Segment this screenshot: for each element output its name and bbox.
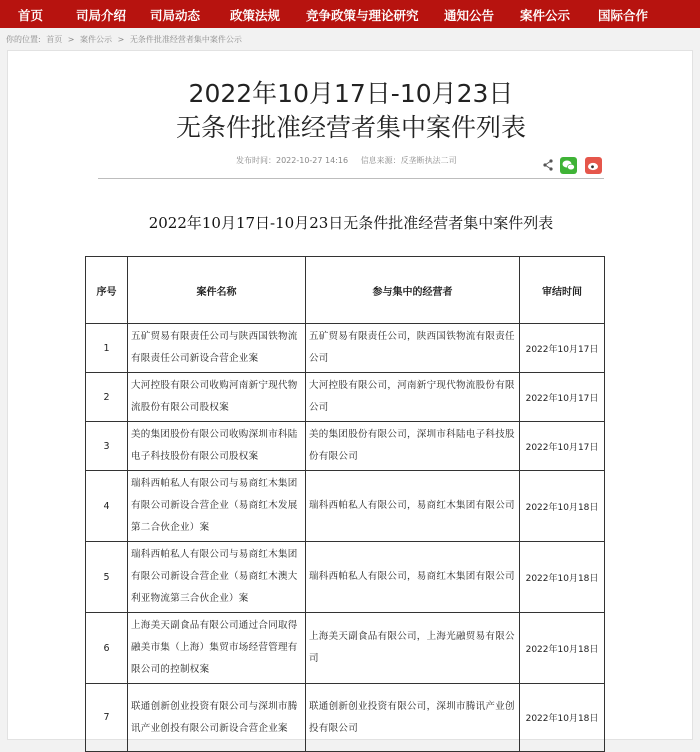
row-parties: 大河控股有限公司，河南新宁现代物流股份有限公司 <box>306 373 520 422</box>
row-case-name: 瑞科西帕私人有限公司与易商红木集团有限公司新设合营企业（易商红木澳大利亚物流第三合伙企业）案 <box>128 542 306 613</box>
row-no: 3 <box>86 422 128 471</box>
table-row <box>86 422 605 471</box>
row-parties: 五矿贸易有限责任公司，陕西国铁物流有限责任公司 <box>306 324 520 373</box>
row-no: 1 <box>86 324 128 373</box>
row-case-name: 瑞科西帕私人有限公司与易商红木集团有限公司新设合营企业（易商红木发展第二合伙企业）案 <box>128 471 306 542</box>
header-date: 审结时间 <box>520 257 605 324</box>
row-parties: 瑞科西帕私人有限公司，易商红木集团有限公司 <box>306 471 520 542</box>
breadcrumb-sep: > <box>67 35 75 44</box>
nav-international[interactable]: 国际合作 <box>598 8 649 23</box>
table-header-row <box>86 257 605 324</box>
article-panel <box>7 50 693 740</box>
cases-table <box>85 256 605 752</box>
table-row <box>86 471 605 542</box>
row-no: 4 <box>86 471 128 542</box>
table-row <box>86 684 605 752</box>
breadcrumb-prefix: 你的位置: <box>6 35 41 44</box>
row-no: 7 <box>86 684 128 752</box>
row-date: 2022年10月18日 <box>520 684 605 752</box>
header-parties: 参与集中的经营者 <box>306 257 520 324</box>
page-title-line2: 无条件批准经营者集中案件列表 <box>175 113 526 142</box>
nav-home[interactable]: 首页 <box>18 8 44 23</box>
breadcrumb <box>6 34 245 45</box>
row-parties: 上海美天副食品有限公司，上海光融贸易有限公司 <box>306 613 520 684</box>
row-parties: 瑞科西帕私人有限公司，易商红木集团有限公司 <box>306 542 520 613</box>
row-date: 2022年10月18日 <box>520 471 605 542</box>
page-title-line1: 2022年10月17日-10月23日 <box>188 79 514 108</box>
weibo-icon[interactable] <box>585 157 602 174</box>
row-no: 5 <box>86 542 128 613</box>
table-row <box>86 324 605 373</box>
info-source: 信息来源：反垄断执法二司 <box>360 156 457 165</box>
nav-policy[interactable]: 政策法规 <box>230 8 281 23</box>
row-case-name: 大河控股有限公司收购河南新宁现代物流股份有限公司股权案 <box>128 373 306 422</box>
nav-cases[interactable]: 案件公示 <box>520 8 571 23</box>
row-no: 2 <box>86 373 128 422</box>
row-case-name: 上海美天副食品有限公司通过合同取得融美市集（上海）集贸市场经营管理有限公司的控制权案 <box>128 613 306 684</box>
breadcrumb-sep: > <box>117 35 125 44</box>
row-date: 2022年10月18日 <box>520 613 605 684</box>
row-parties: 联通创新创业投资有限公司，深圳市腾讯产业创投有限公司 <box>306 684 520 752</box>
row-date: 2022年10月17日 <box>520 373 605 422</box>
row-date: 2022年10月17日 <box>520 422 605 471</box>
row-date: 2022年10月18日 <box>520 542 605 613</box>
row-date: 2022年10月17日 <box>520 324 605 373</box>
top-nav <box>0 0 700 28</box>
breadcrumb-current[interactable]: 无条件批准经营者集中案件公示 <box>129 35 242 44</box>
header-case-name: 案件名称 <box>128 257 306 324</box>
publish-time: 发布时间：2022-10-27 14:16 <box>236 156 349 165</box>
article-meta <box>236 155 467 166</box>
header-no: 序号 <box>86 257 128 324</box>
nav-news[interactable]: 司局动态 <box>150 8 201 23</box>
row-parties: 美的集团股份有限公司，深圳市科陆电子科技股份有限公司 <box>306 422 520 471</box>
table-row <box>86 613 605 684</box>
share-icon[interactable] <box>543 159 553 171</box>
row-case-name: 美的集团股份有限公司收购深圳市科陆电子科技股份有限公司股权案 <box>128 422 306 471</box>
nav-research[interactable]: 竞争政策与理论研究 <box>306 8 419 23</box>
table-row <box>86 373 605 422</box>
row-case-name: 联通创新创业投资有限公司与深圳市腾讯产业创投有限公司新设合营企业案 <box>128 684 306 752</box>
nav-notices[interactable]: 通知公告 <box>444 8 495 23</box>
title-divider <box>98 178 604 179</box>
row-no: 6 <box>86 613 128 684</box>
wechat-icon[interactable] <box>560 157 577 174</box>
table-row <box>86 542 605 613</box>
table-title: 2022年10月17日-10月23日无条件批准经营者集中案件列表 <box>148 214 554 232</box>
nav-about[interactable]: 司局介绍 <box>76 8 127 23</box>
breadcrumb-home[interactable]: 首页 <box>46 35 63 44</box>
row-case-name: 五矿贸易有限责任公司与陕西国铁物流有限责任公司新设合营企业案 <box>128 324 306 373</box>
breadcrumb-cases[interactable]: 案件公示 <box>80 35 113 44</box>
